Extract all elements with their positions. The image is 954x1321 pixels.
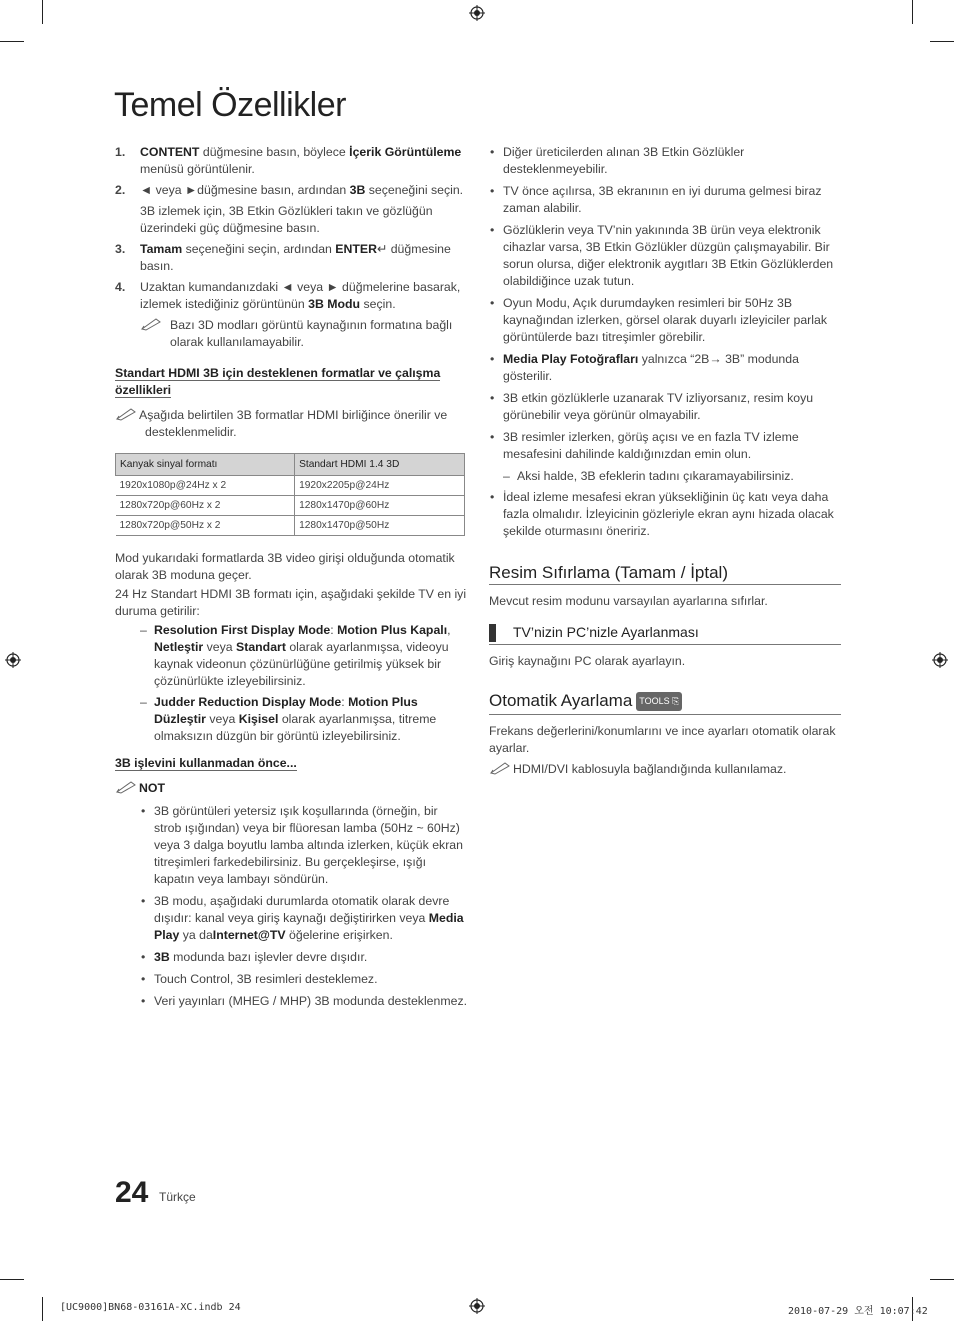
list-item-text: Gözlüklerin veya TV’nin yakınında 3B ürün veya elektronik cihazlar varsa, 3B Etkin Gözlükler düzgün çalışmayabilir. Bir sorun olursa, diğer elektronik aygıtları 3B Etkin Gözlüklerden olabildiğince uzak tutun. bbox=[503, 223, 834, 288]
registration-mark-icon bbox=[469, 1298, 485, 1314]
crop-mark bbox=[912, 0, 913, 24]
pc-text: Giriş kaynağını PC olarak ayarlayın. bbox=[489, 654, 686, 668]
crop-mark bbox=[42, 1297, 43, 1321]
mode-dash-list bbox=[115, 622, 467, 745]
right-bullet-list bbox=[489, 144, 841, 463]
list-item-text: Oyun Modu, Açık durumdayken resimleri bir 50Hz 3B kaynağından izlerken, görsel olarak duyarlı izleyiciler parlak görüntülerde bazı titreşimler görebilir. bbox=[503, 296, 827, 344]
list-item-text: 3B resimler izlerken, görüş açısı ve en fazla TV izleme mesafesini dahilinde kaldığınızdan emin olun. bbox=[503, 430, 799, 461]
list-item: • TV önce açılırsa, 3B ekranının en iyi duruma gelmesi biraz zaman alabilir. bbox=[490, 184, 822, 215]
registration-mark-icon bbox=[932, 652, 948, 668]
registration-mark-icon bbox=[5, 652, 21, 668]
list-item: • Gözlüklerin veya TV’nin yakınında 3B ürün veya elektronik cihazlar varsa, 3B Etkin Gözlükler düzgün çalışmayabilir. Bir sorun olursa, diğer elektronik aygıtları 3B Etkin Gözlüklerden olabildiğince uzak tutun. bbox=[490, 223, 834, 288]
page-number: 24 bbox=[115, 1176, 149, 1209]
formats-heading: Standart HDMI 3B için desteklenen formatlar ve çalışma özellikleri bbox=[115, 366, 441, 397]
list-item-text: 3B etkin gözlüklerle uzanarak TV izliyorsanız, resim koyu görünebilir veya görünür olmayabilir. bbox=[503, 391, 814, 422]
step-item bbox=[115, 279, 467, 313]
formats-table bbox=[115, 453, 465, 536]
before-heading: 3B işlevini kullanmadan önce... bbox=[115, 756, 297, 770]
footer-timestamp: 2010-07-29 오전 10:07:42 bbox=[788, 1306, 928, 1317]
list-item-text: 3B görüntüleri yetersiz ışık koşullarında (örneğin, bir strob ışığından) veya bir flüoresan lamba (50Hz ~ 60Hz) veya 3 dalga boyutlu lamba altında izlerken, küçük ekran titreşimleri farkedebilirsiniz. Bu gerçekleşirse, ışığı kapatın veya lambayı söndürün. bbox=[154, 804, 463, 886]
list-item: • Media Play Fotoğrafları yalnızca “2B→ 3B” modunda gösterilir. bbox=[490, 352, 799, 383]
auto-note-text: HDMI/DVI kablosuyla bağlandığında kullanılamaz. bbox=[513, 762, 787, 776]
table-row bbox=[116, 516, 465, 536]
list-item-text: Diğer üreticilerden alınan 3B Etkin Gözlükler desteklenmeyebilir. bbox=[503, 145, 745, 176]
steps-list bbox=[115, 144, 467, 313]
table-cell: 1280x720p@60Hz x 2 bbox=[116, 496, 295, 516]
registration-mark-icon bbox=[469, 5, 485, 21]
list-item-text: Veri yayınları (MHEG / MHP) 3B modunda desteklenmez. bbox=[154, 994, 468, 1008]
list-item: • Oyun Modu, Açık durumdayken resimleri bir 50Hz 3B kaynağından izlerken, görsel olarak duyarlı izleyiciler parlak görüntülerde bazı titreşimler görebilir. bbox=[490, 296, 827, 344]
list-item-text: Media Play Fotoğrafları yalnızca “2B→ 3B” modunda gösterilir. bbox=[503, 352, 799, 383]
list-item: • 3B modunda bazı işlevler devre dışıdır. bbox=[141, 950, 368, 964]
step-item bbox=[115, 241, 467, 275]
list-item: • Veri yayınları (MHEG / MHP) 3B modunda desteklenmez. bbox=[141, 994, 468, 1008]
page-language: Türkçe bbox=[159, 1190, 196, 1204]
right-column bbox=[489, 144, 841, 782]
table-cell: 1280x720p@50Hz x 2 bbox=[116, 516, 295, 536]
list-item: • Diğer üreticilerden alınan 3B Etkin Gözlükler desteklenmeyebilir. bbox=[490, 145, 745, 176]
list-item-text: 3B modu, aşağıdaki durumlarda otomatik olarak devre dışıdır: kanal veya giriş kaynağı değiştirirken veya Media Play ya daInternet@TV öğelerine erişirken. bbox=[154, 894, 464, 942]
crop-mark bbox=[0, 1279, 24, 1280]
auto-note bbox=[489, 761, 841, 778]
pc-heading bbox=[489, 624, 841, 645]
auto-heading bbox=[489, 692, 841, 715]
page-title: Temel Özellikler bbox=[114, 86, 346, 124]
footer-file-info: [UC9000]BN68-03161A-XC.indb 24 bbox=[60, 1302, 241, 1313]
list-item: • İdeal izleme mesafesi ekran yüksekliğinin üç katı veya daha fazla olmalıdır. İzleyicinin gözleriyle ekran aynı hizada olacak şekilde oturmasını öneririz. bbox=[490, 490, 834, 538]
note-pencil-icon bbox=[140, 317, 162, 331]
step-number: 1. bbox=[115, 145, 126, 159]
reset-text: Mevcut resim modunu varsayılan ayarlarına sıfırlar. bbox=[489, 594, 768, 608]
left-bullet-list bbox=[115, 803, 467, 1010]
pc-heading-text: TV’nizin PC’nizle Ayarlanması bbox=[513, 624, 699, 640]
sub-dash-item: – Aksi halde, 3B efeklerin tadını çıkaramayabilirsiniz. bbox=[503, 469, 794, 483]
formats-note-text: Aşağıda belirtilen 3B formatlar HDMI birliğince önerilir ve desteklenmelidir. bbox=[139, 408, 448, 439]
reset-heading: Resim Sıfırlama (Tamam / İptal) bbox=[489, 564, 841, 585]
step-number: 2. bbox=[115, 183, 126, 197]
list-item-text: Resolution First Display Mode: Motion Plus Kapalı, Netleştir veya Standart olarak ayarlanmışsa, videoyu kaynak videonun çözünürlüğüne getirilmiş yüksek bir çözünürlükte izleyebilirsiniz. bbox=[154, 623, 451, 688]
crop-mark bbox=[930, 41, 954, 42]
table-row bbox=[116, 476, 465, 496]
not-label-text: NOT bbox=[139, 781, 165, 795]
tools-badge-icon: TOOLS ⎘ bbox=[636, 692, 682, 711]
para-1: Mod yukarıdaki formatlarda 3B video girişi olduğunda otomatik olarak 3B moduna geçer. bbox=[115, 551, 455, 582]
table-row bbox=[116, 496, 465, 516]
step-text: ◄ veya ►düğmesine basın, ardından 3B seçeneğini seçin. bbox=[140, 183, 464, 197]
para-2: 24 Hz Standart HDMI 3B formatı için, aşağıdaki şekilde TV en iyi duruma getirilir: bbox=[115, 587, 467, 618]
auto-heading-text: Otomatik Ayarlama bbox=[489, 691, 633, 710]
crop-mark bbox=[930, 1279, 954, 1280]
note-pencil-icon bbox=[115, 780, 137, 794]
crop-mark bbox=[42, 0, 43, 24]
crop-mark bbox=[0, 41, 24, 42]
table-cell: 1920x2205p@24Hz bbox=[295, 476, 465, 496]
step4-note-text: Bazı 3D modları görüntü kaynağının formatına bağlı olarak kullanılamayabilir. bbox=[170, 318, 453, 349]
note-pencil-icon bbox=[115, 407, 137, 421]
last-bullet-text: İdeal izleme mesafesi ekran yüksekliğinin üç katı veya daha fazla olmalıdır. İzleyicinin gözleriyle ekran aynı hizada olacak şekilde oturmasını öneririz. bbox=[503, 490, 834, 538]
table-cell: 1920x1080p@24Hz x 2 bbox=[116, 476, 295, 496]
list-item-text: Judder Reduction Display Mode: Motion Plus Düzleştir veya Kişisel olarak ayarlanmışsa, titreme olmaksızın düzgün bir görüntü izleyebilirsiniz. bbox=[154, 695, 437, 743]
not-label bbox=[115, 780, 467, 797]
list-item-text: TV önce açılırsa, 3B ekranının en iyi duruma gelmesi biraz zaman alabilir. bbox=[503, 184, 822, 215]
step-number: 3. bbox=[115, 242, 126, 256]
list-item: • 3B modu, aşağıdaki durumlarda otomatik olarak devre dışıdır: kanal veya giriş kaynağı değiştirirken veya Media Play ya daInternet@TV öğelerine erişirken. bbox=[141, 894, 464, 942]
step-text: CONTENT düğmesine basın, böylece İçerik Görüntüleme menüsü görüntülenir. bbox=[140, 145, 462, 176]
table-cell: 1280x1470p@60Hz bbox=[295, 496, 465, 516]
step-subtext: 3B izlemek için, 3B Etkin Gözlükleri takın ve gözlüğün üzerindeki güç düğmesine basın. bbox=[140, 204, 433, 235]
table-header: Standart HDMI 1.4 3D bbox=[295, 454, 465, 476]
left-column bbox=[115, 144, 467, 1015]
list-item: – Resolution First Display Mode: Motion Plus Kapalı, Netleştir veya Standart olarak ayarlanmışsa, videoyu kaynak videonun çözünürlüğüne getirilmiş yüksek bir çözünürlükte izleyebilirsiniz. bbox=[140, 623, 451, 688]
table-header: Kanyak sinyal formatı bbox=[116, 454, 295, 476]
list-item: • 3B etkin gözlüklerle uzanarak TV izliyorsanız, resim koyu görünebilir veya görünür olmayabilir. bbox=[490, 391, 814, 422]
step-text: Tamam seçeneğini seçin, ardından ENTER↵ düğmesine basın. bbox=[140, 242, 451, 273]
list-item: • Touch Control, 3B resimleri desteklemez. bbox=[141, 972, 378, 986]
note-pencil-icon bbox=[489, 761, 511, 775]
step-text: Uzaktan kumandanızdaki ◄ veya ► düğmelerine basarak, izlemek istediğiniz görüntünün 3B Modu seçin. bbox=[140, 280, 461, 311]
step4-note bbox=[115, 317, 467, 351]
step-item bbox=[115, 144, 467, 178]
step-number: 4. bbox=[115, 280, 126, 294]
auto-text: Frekans değerlerini/konumlarını ve ince ayarları otomatik olarak ayarlar. bbox=[489, 724, 836, 755]
list-item: • 3B görüntüleri yetersiz ışık koşullarında (örneğin, bir strob ışığından) veya bir flüoresan lamba (50Hz ~ 60Hz) veya 3 dalga boyutlu lamba altında izlerken, küçük ekran titreşimleri farkedebilirsiniz. Bu gerçekleşirse, ışığı kapatın veya lambayı söndürün. bbox=[141, 804, 463, 886]
list-item-text: 3B modunda bazı işlevler devre dışıdır. bbox=[154, 950, 368, 964]
step-item bbox=[115, 182, 467, 199]
list-item-text: Touch Control, 3B resimleri desteklemez. bbox=[154, 972, 378, 986]
list-item: – Judder Reduction Display Mode: Motion Plus Düzleştir veya Kişisel olarak ayarlanmışsa, titreme olmaksızın düzgün bir görüntü izleyebilirsiniz. bbox=[140, 695, 437, 743]
heading-bar-icon bbox=[489, 624, 496, 642]
list-item: • 3B resimler izlerken, görüş açısı ve en fazla TV izleme mesafesini dahilinde kaldığınızdan emin olun. bbox=[490, 430, 799, 461]
table-cell: 1280x1470p@50Hz bbox=[295, 516, 465, 536]
sub-dash-text: Aksi halde, 3B efeklerin tadını çıkaramayabilirsiniz. bbox=[517, 469, 794, 483]
formats-note bbox=[115, 407, 467, 441]
